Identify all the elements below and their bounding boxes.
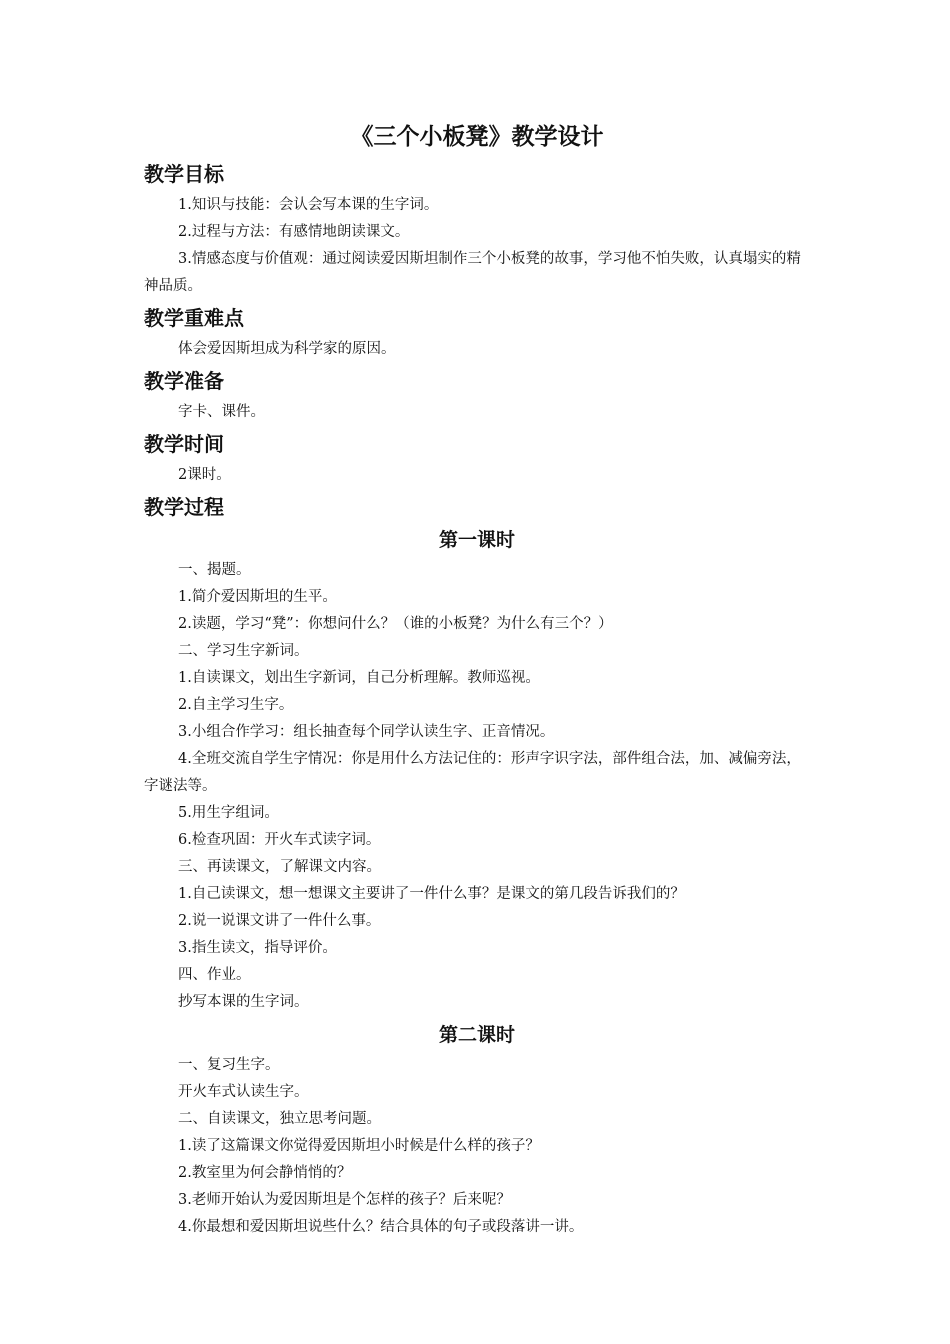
paragraph: 2.自主学习生字。 (178, 697, 294, 713)
paragraph: 1.自己读课文，想一想课文主要讲了一件什么事？是课文的第几段告诉我们的？ (178, 886, 685, 902)
paragraph: 5.用生字组词。 (178, 805, 279, 821)
paragraph: 开火车式认读生字。 (178, 1084, 309, 1100)
lesson-heading-second: 第二课时 (438, 1024, 515, 1046)
paragraph: 1.读了这篇课文你觉得爱因斯坦小时候是什么样的孩子？ (178, 1138, 540, 1154)
paragraph: 6.检查巩固：开火车式读字词。 (178, 832, 381, 848)
paragraph: 一、复习生字。 (178, 1057, 280, 1073)
paragraph: 3.老师开始认为爱因斯坦是个怎样的孩子？后来呢？ (178, 1192, 511, 1208)
paragraph: 2.教室里为何会静悄悄的？ (178, 1165, 352, 1181)
document-body (144, 120, 810, 1241)
paragraph: 三、再读课文，了解课文内容。 (178, 859, 381, 875)
paragraph: 4.你最想和爱因斯坦说些什么？结合具体的句子或段落讲一讲。 (178, 1219, 584, 1235)
paragraph: 3.情感态度与价值观：通过阅读爱因斯坦制作三个小板凳的故事，学习他不怕失败，认真塌实的精神品质。 (144, 251, 801, 294)
paragraph: 2.读题，学习“凳”：你想问什么？（谁的小板凳？为什么有三个？） (178, 616, 613, 632)
paragraph: 字卡、课件。 (178, 404, 265, 420)
document-title: 《三个小板凳》教学设计 (350, 124, 604, 150)
section-heading-key-points: 教学重难点 (144, 306, 244, 330)
paragraph: 体会爱因斯坦成为科学家的原因。 (178, 341, 396, 357)
paragraph: 2.过程与方法：有感情地朗读课文。 (178, 224, 410, 240)
paragraph: 一、揭题。 (178, 562, 251, 578)
lesson-heading-first: 第一课时 (438, 529, 515, 551)
paragraph: 二、学习生字新词。 (178, 643, 309, 659)
paragraph: 抄写本课的生字词。 (178, 994, 309, 1010)
section-heading-time: 教学时间 (144, 432, 224, 456)
paragraph: 3.小组合作学习：组长抽查每个同学认读生字、正音情况。 (178, 724, 555, 740)
paragraph: 3.指生读文，指导评价。 (178, 940, 337, 956)
paragraph: 四、作业。 (178, 967, 251, 983)
paragraph: 1.自读课文，划出生字新词，自己分析理解。教师巡视。 (178, 670, 540, 686)
section-heading-preparation: 教学准备 (144, 369, 224, 393)
paragraph: 2课时。 (178, 467, 231, 483)
paragraph: 二、自读课文，独立思考问题。 (178, 1111, 381, 1127)
paragraph: 4.全班交流自学生字情况：你是用什么方法记住的：形声字识字法，部件组合法，加、减偏旁法，字谜法等。 (144, 751, 801, 794)
paragraph: 2.说一说课文讲了一件什么事。 (178, 913, 381, 929)
paragraph: 1.简介爱因斯坦的生平。 (178, 589, 337, 605)
section-heading-objectives: 教学目标 (144, 162, 224, 186)
section-heading-process: 教学过程 (144, 495, 224, 519)
paragraph: 1.知识与技能：会认会写本课的生字词。 (178, 197, 439, 213)
